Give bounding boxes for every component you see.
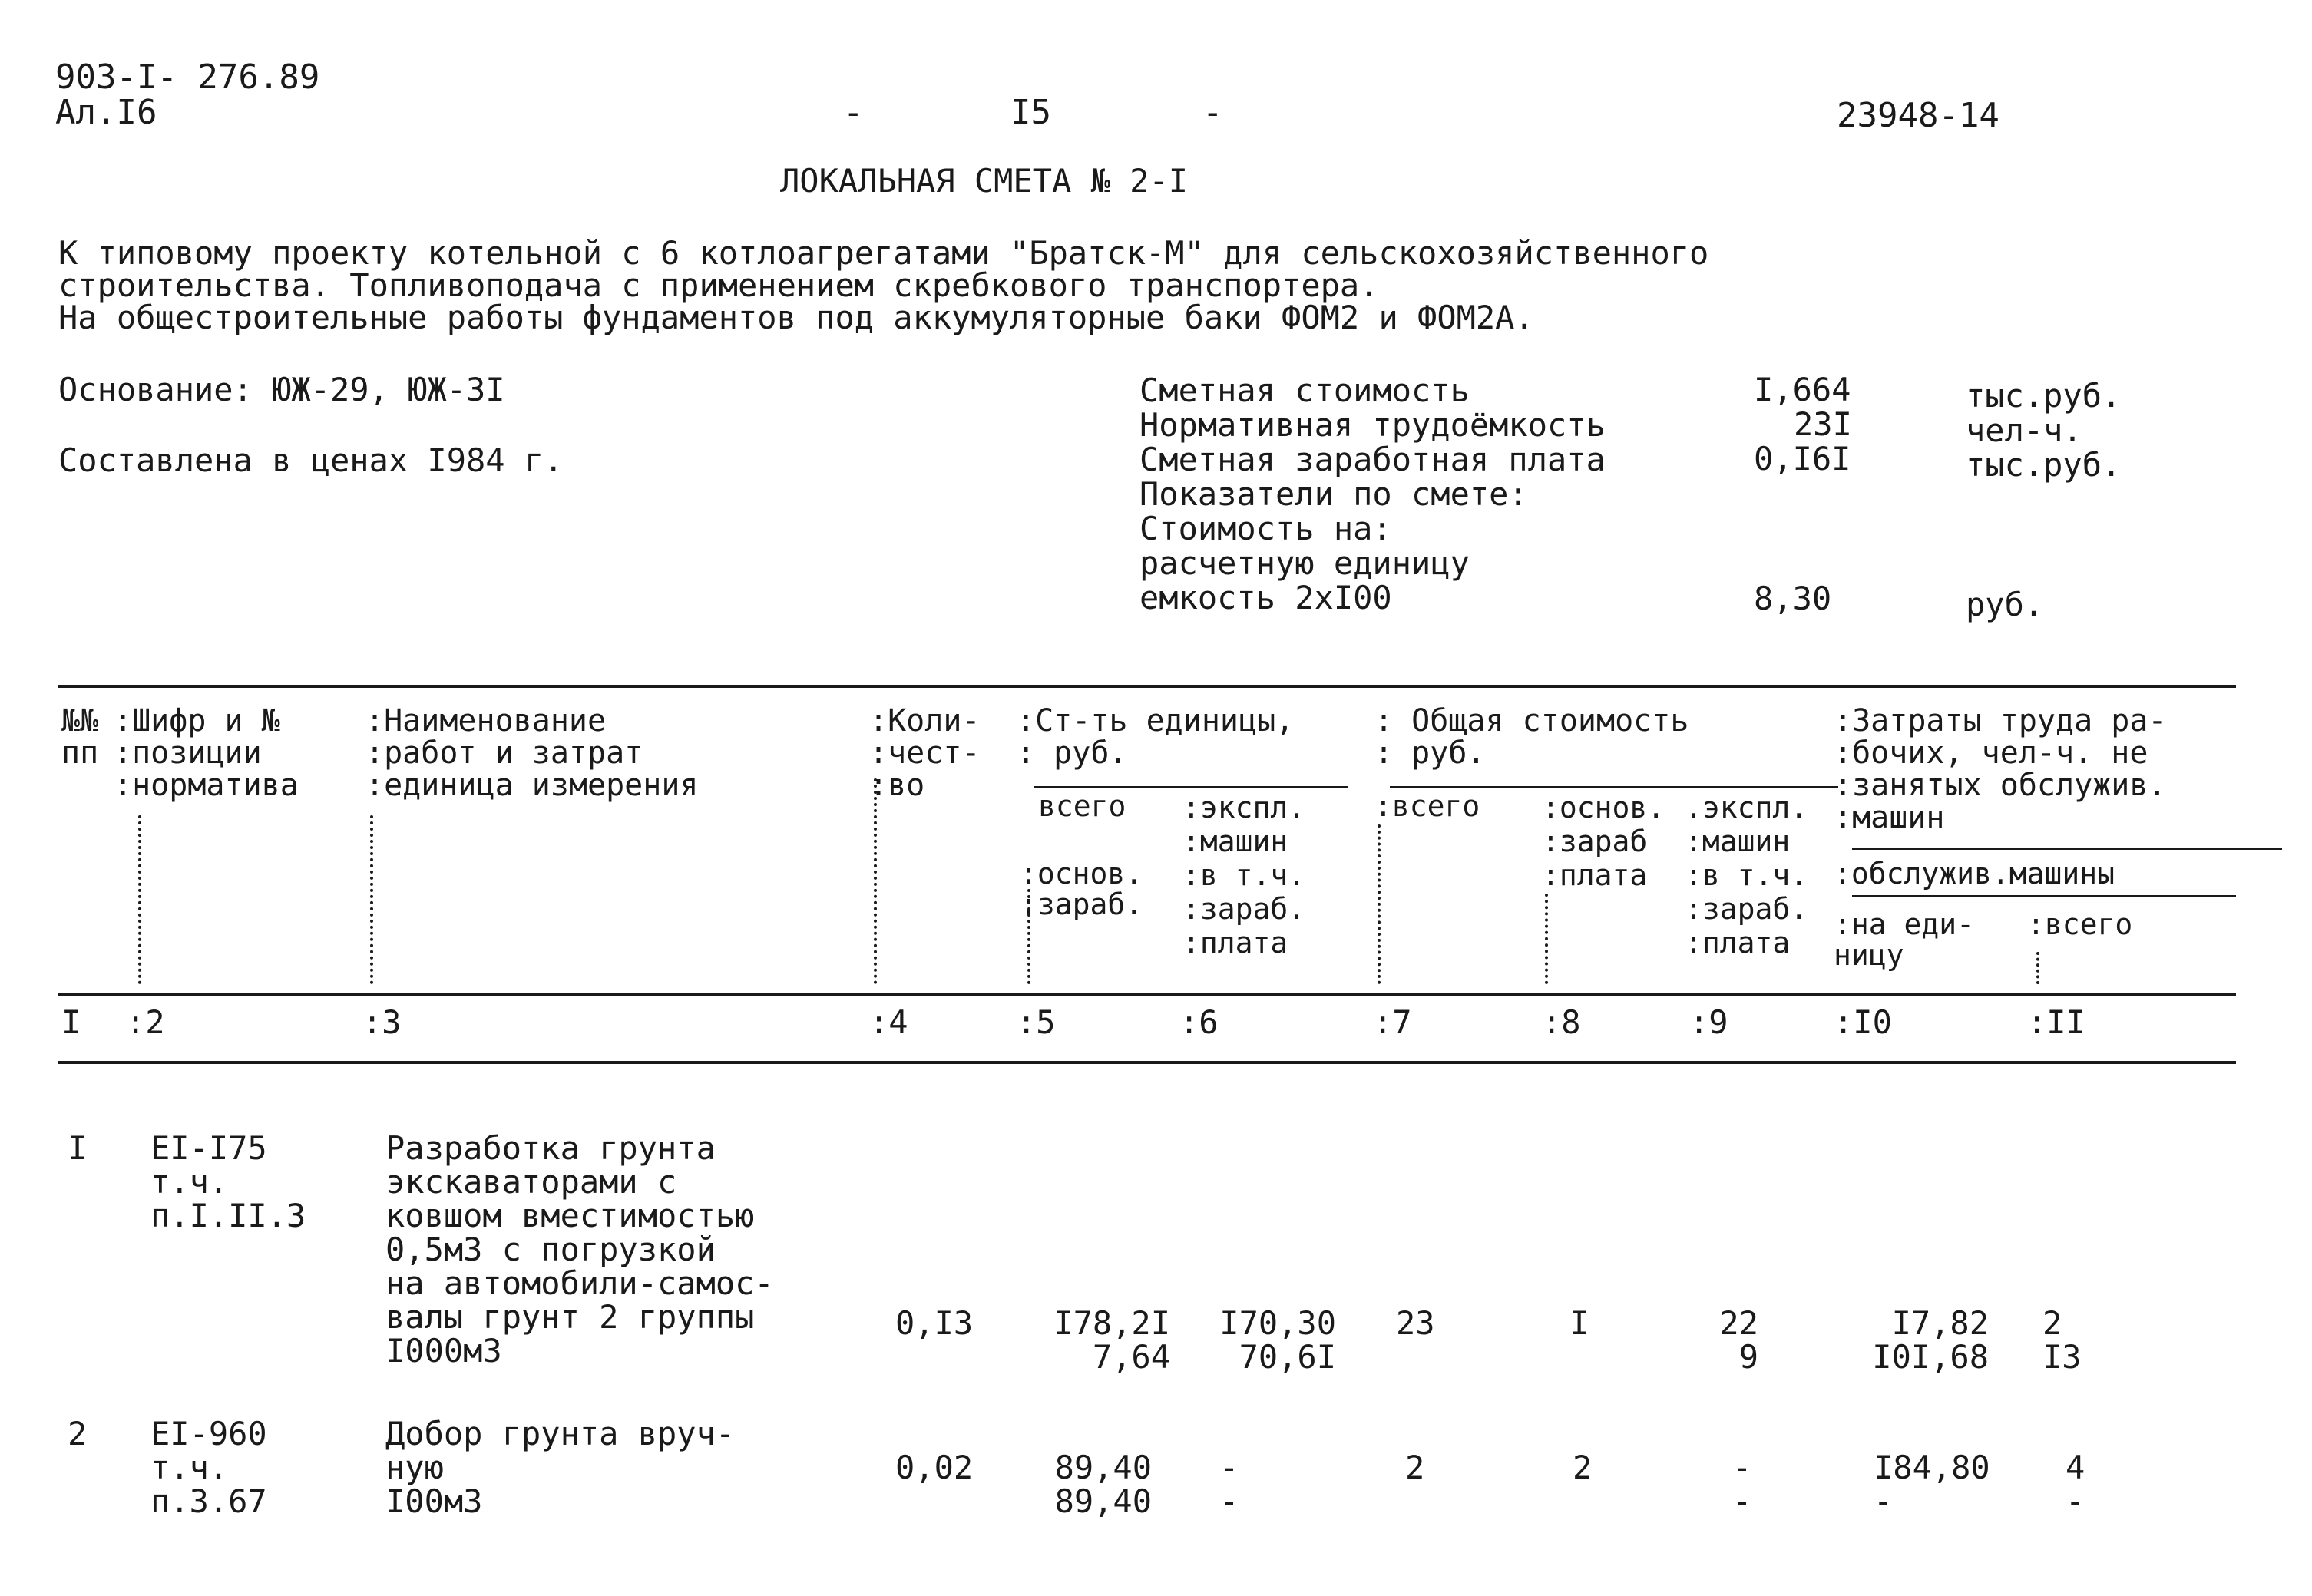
header-col6: :экспл. :машин :в т.ч. :зараб. :плата [1182,791,1306,960]
description-line: На общестроительные работы фундаментов под аккумуляторные баки ФОМ2 и ФОМ2А. [58,299,1534,336]
header-separator [1545,894,1548,984]
row-quantity: 0,I3 [895,1304,974,1342]
description-line: строительства. Топливоподача с применением скребкового транспортера. [58,266,1379,304]
header-col-qty: :Коли- :чест- :во [869,703,981,803]
row-labor-total: 2 I3 [2042,1304,2082,1376]
summary-cost-value: I,664 [1754,371,1851,408]
header-col8: :основ. :зараб :плата [1542,791,1665,892]
summary-cost-unit: тыс.руб. [1966,377,2122,415]
row-machine-total: - - [1732,1449,1752,1520]
header-total-cost: : Общая стоимость : руб. [1374,703,1689,771]
header-total-cost-rule [1390,786,1838,788]
header-separator [1378,824,1381,984]
column-number: :3 [362,1003,402,1041]
row-wage: I [1569,1304,1589,1342]
table-top-rule [58,685,2236,688]
header-col11: :всего [2027,907,2133,941]
row-name: Добор грунта вруч- ную I00м3 [385,1415,736,1520]
summary-wage-value: 0,I6I [1754,440,1851,477]
row-machine-total: 22 9 [1719,1304,1758,1376]
sheet-label: Ал.I6 [55,93,157,132]
row-code: EI-I75 т.ч. п.I.II.3 [150,1129,306,1234]
page-dash-right: - [1202,93,1223,132]
basis-text: Основание: ЮЖ-29, ЮЖ-3I [58,371,505,408]
column-number: :7 [1373,1003,1412,1041]
header-unit-cost-rule [1034,786,1348,788]
summary-labor-value: 23I [1794,405,1852,443]
column-number: :5 [1017,1003,1056,1041]
header-labor-rule-2 [1852,895,2236,897]
row-machine-cost: - - [1219,1449,1239,1520]
summary-labels: Сметная стоимость Нормативная трудоёмкость Сметная заработная плата Показатели по смете: Стоимость на: расчетную единицу емкость 2хI00 [1139,372,1606,616]
prices-text: Составлена в ценах I984 г. [58,441,564,479]
header-col10: :на еди- ницу [1834,907,1975,972]
column-number: :4 [869,1003,908,1041]
column-number: :8 [1542,1003,1581,1041]
header-col5-total: всего [1038,789,1126,823]
column-number: I [61,1003,81,1041]
row-quantity: 0,02 [895,1449,974,1486]
column-number: :9 [1689,1003,1728,1041]
header-col9: .экспл. :машин :в т.ч. :зараб. :плата [1685,791,1808,960]
row-machine-cost: I70,30 70,6I [1219,1304,1336,1376]
header-separator [874,778,877,984]
row-total: 23 [1396,1304,1435,1342]
summary-unit-cost-value: 8,30 [1754,580,1832,617]
header-separator [370,815,373,984]
column-number: :I0 [1834,1003,1892,1041]
row-number: 2 [68,1415,88,1452]
row-unit-cost: 89,40 89,40 [1054,1449,1152,1520]
column-numbers-rule [58,1061,2236,1064]
header-col-name: :Наименование :работ и затрат :единица измерения [365,703,699,803]
header-separator [138,815,141,984]
page-dash-left: - [843,93,864,132]
header-separator [2036,952,2039,984]
doc-number: 23948-14 [1837,96,1999,135]
document-code: 903-I- 276.89 [55,58,320,97]
header-col5-wage: :основ. :зараб. [1020,857,1143,921]
row-code: EI-960 т.ч. п.3.67 [150,1415,267,1520]
header-separator [1027,889,1030,984]
row-wage: 2 [1573,1449,1593,1486]
header-labor-rule-1 [1852,848,2282,850]
header-col-code: :Шифр и № :позиции :норматива [114,703,299,803]
row-unit-cost: I78,2I 7,64 [1053,1304,1170,1376]
page-number: I5 [1010,93,1051,132]
column-number: :II [2027,1003,2085,1041]
header-bottom-rule [58,993,2236,996]
row-labor-unit: I84,80 - [1874,1449,1990,1520]
column-number: :2 [126,1003,165,1041]
summary-labor-unit: чел-ч. [1966,411,2082,449]
row-number: I [68,1129,88,1167]
row-total: 2 [1405,1449,1425,1486]
header-labor-sub: :обслужив.машины [1834,857,2115,891]
row-labor-total: 4 - [2066,1449,2085,1520]
description-line: К типовому проекту котельной с 6 котлоагрегатами "Братск-М" для сельскохозяйственного [58,234,1709,272]
summary-unit-cost-unit: руб. [1966,586,2044,623]
header-col-num: №№ пп [61,703,99,771]
row-name: Разработка грунта экскаваторами с ковшом вместимостью 0,5м3 с погрузкой на автомобили-самос- валы грунт 2 группы I000м3 [385,1129,774,1370]
row-labor-unit: I7,82 I0I,68 [1872,1304,1989,1376]
header-col7: :всего [1374,789,1480,823]
page-title: ЛОКАЛЬНАЯ СМЕТА № 2-I [780,162,1189,200]
summary-wage-unit: тыс.руб. [1966,446,2122,484]
header-unit-cost: :Ст-ть единицы, : руб. [1017,703,1295,771]
column-number: :6 [1179,1003,1219,1041]
header-labor: :Затраты труда ра- :бочих, чел-ч. не :занятых обслужив. :машин [1834,703,2167,835]
